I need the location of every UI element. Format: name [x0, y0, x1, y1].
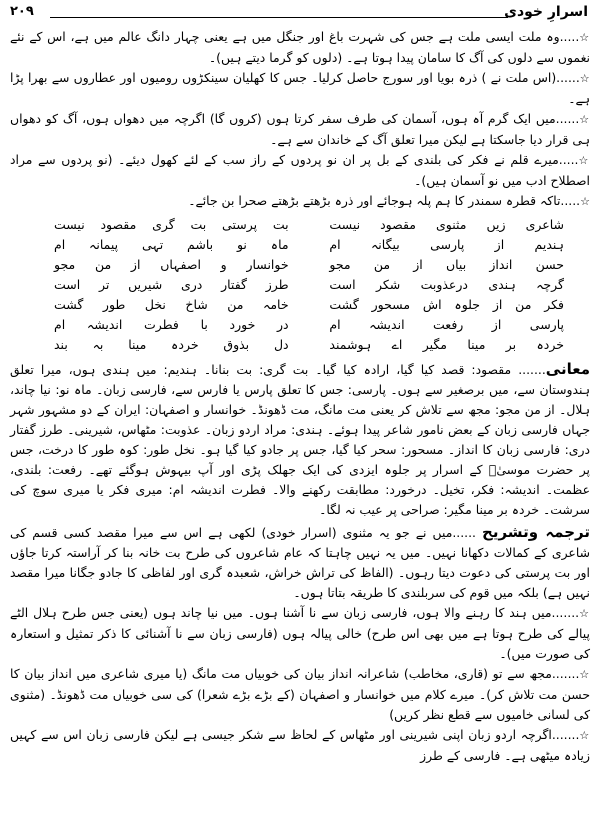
- first-hemistich: شاعری زیں مثنوی مقصود نیست: [329, 217, 564, 232]
- header-rule: [50, 17, 508, 18]
- paragraph: ☆.......اگرچہ اردو زبان اپنی شیرینی اور مٹھاس کے لحاظ سے شکر جیسی ہے لیکن فارسی زبان اس سے کہیں زیادہ میٹھی ہے۔ فارسی کے طرز: [10, 727, 590, 763]
- star-icon: ☆: [579, 31, 590, 44]
- persian-poem: [10, 215, 590, 355]
- couplet: [10, 335, 590, 355]
- star-icon: ☆: [579, 113, 590, 126]
- first-hemistich: خردہ بر مینا مگیر اے ہوشمند: [329, 337, 564, 352]
- second-hemistich: ماہ نو باشم تہی پیمانہ ام: [54, 237, 289, 252]
- paragraph: ☆.....تاکہ قطرہ سمندر کا ہم پلہ ہوجائے اور ذرہ بڑھتے بڑھتے صحرا بن جائے۔: [188, 193, 590, 208]
- glossary-heading: معانی: [545, 360, 590, 378]
- paragraph: ☆.......مجھ سے تو (قاری، مخاطب) شاعرانہ انداز بیان کی خوبیاں مت مانگ (یا میری شاعری میں انداز بیان کا حسن مت تلاش کر)۔ میرے کلام میں خوانسار و اصفہان (کے بڑے بڑے شعرا) کی سی خوبیاں مت ڈھونڈ۔ (مثنوی کی لسانی خامیوں سے قطع نظر کریں): [10, 666, 590, 722]
- star-icon: ☆: [578, 154, 590, 167]
- couplet: [10, 255, 590, 275]
- translation-paragraph: ......میں نے جو یہ مثنوی (اسرار خودی) لکھی ہے اس سے میرا مقصد کسی قسم کی شاعری کے کمالات دکھانا نہیں۔ میں یہ نہیں چاہتا کہ عام شاعروں کی طرح بت خانہ بنا کر آراستہ کرتا جاؤں اور بت پرستی کی دعوت دیتا رہوں۔ (الفاظ کی تراش خراش، شعبدہ گری اور لفاظی کا جادو جگانا میرا مقصد نہیں ہے) بلکہ میں قوم کی سربلندی کا طریقہ بتاتا ہوں۔: [10, 525, 590, 600]
- paragraph: ☆.....میرے قلم نے فکر کی بلندی کے بل پر ان نو پردوں کے راز سب کے لئے کھول دیئے۔ (نو پردوں سے مراد اصطلاح ادب میں نو آسمان ہیں)۔: [10, 152, 590, 188]
- second-hemistich: بت پرستی بت گری مقصود نیست: [54, 217, 289, 232]
- paragraph: ☆.......میں ہند کا رہنے والا ہوں، فارسی زبان سے نا آشنا ہوں۔ میں نیا چاند ہوں (یعنی جس طرح ہلال الٹے پیالے کی طرح ہوتا ہے میں بھی اس طرح) خالی پیالہ ہوں (فارسی زبان سے نا آشنائی کا ذکر تمثیل و استعارہ کی صورت میں)۔: [10, 605, 590, 661]
- page-header: [10, 4, 588, 24]
- paragraph: ☆......میں ایک گرم آہ ہوں، آسمان کی طرف سفر کرتا ہوں (کروں گا) اگرچہ میں دھواں ہوں، آگ کو دھواں ہی قرار دیا جاسکتا ہے لیکن میرا تعلق آگ کے خاندان سے ہے۔: [10, 111, 590, 147]
- second-hemistich: طرز گفتار دری شیریں تر است: [54, 277, 289, 292]
- translation-heading: ترجمہ وتشریح: [482, 523, 590, 541]
- first-hemistich: حسن انداز بیاں از من مجو: [329, 257, 564, 272]
- star-icon: ☆: [579, 729, 590, 742]
- glossary: معانی....... مقصود: قصد کیا گیا، ارادہ کیا گیا۔ بت گری: بت بنانا۔ ہندیم: میں ہندی ہوں، میرا تعلق ہندوستان سے، میں برصغیر سے ہوں۔ پارسی: جس کا تعلق پارس یا فارس سے، فارسی زبان۔ ماہ نو: نیا چاند، ہلال۔ از من مجو: مجھ سے تلاش کر یعنی مت مانگ، مت ڈھونڈ۔ خوانسار و اصفہان: ایران کے دو مشہور شہر جہاں فارسی زبان کے بعض نامور شاعر پیدا ہوئے۔ ہندی: مراد اردو زبان۔ عذوبت: مٹھاس، شیرینی۔ طرز گفتار دری: فارسی زبان کا انداز۔ مسحور: سحر کیا گیا، جس پر جادو کیا گیا ہو۔ نخل طور: کوہ طور کا درخت، جس پر حضرت موسیٰؑ کے اسرار پر جلوہ ایزدی کی ایک جھلک پڑی اور آپ بیہوش ہوگئے تھے۔ رفعت: بلندی، عظمت۔ اندیشہ: فکر، تخیل۔ درخورد: مطابقت رکھنے والا۔ فطرت اندیشہ ام: میری فکر یا میری سوچ کی سرشت۔ خردہ بر مینا مگیر: صراحی پر عیب نہ لگا۔: [10, 360, 590, 517]
- second-hemistich: در خورد با فطرت اندیشہ ام: [54, 317, 289, 332]
- star-icon: ☆: [579, 72, 590, 85]
- couplet: [10, 235, 590, 255]
- second-hemistich: خوانسار و اصفہاں از من مجو: [54, 257, 289, 272]
- page-body: [10, 27, 590, 766]
- first-hemistich: گرچہ ہندی درعذوبت شکر است: [329, 277, 564, 292]
- translation-section: [10, 522, 590, 603]
- second-hemistich: خامہ من شاخ نخل طور گشت: [54, 297, 289, 312]
- second-hemistich: دل بذوق خردہ مینا بہ بند: [54, 337, 289, 352]
- paragraph: ☆......(اس ملت نے ) ذرہ بویا اور سورج حاصل کرلیا۔ جس کا کھلیان سینکڑوں رومیوں اور عطاروں سے بھرا پڑا ہے۔: [10, 70, 590, 106]
- first-hemistich: پارسی از رفعت اندیشہ ام: [329, 317, 564, 332]
- running-title: اسرارِ خودی: [504, 4, 588, 20]
- couplet: [10, 275, 590, 295]
- page-number: ۲۰۹: [10, 4, 34, 19]
- first-hemistich: ہندیم از پارسی بیگانہ ام: [329, 237, 564, 252]
- paragraph: ☆.....وہ ملت ایسی ملت ہے جس کی شہرت باغ اور جنگل میں ہے یعنی چہار دانگ عالم میں ہے، اس کے نئے نغموں سے دلوں کی آگ کا سامان پیدا ہوتا ہے۔ (دلوں کو گرما دیتے ہیں)۔: [10, 29, 590, 65]
- star-icon: ☆: [579, 668, 590, 681]
- couplet: [10, 215, 590, 235]
- couplet: [10, 315, 590, 335]
- star-icon: ☆: [579, 607, 590, 620]
- first-hemistich: فکر من از جلوہ اش مسحور گشت: [329, 297, 564, 312]
- couplet: [10, 295, 590, 315]
- star-icon: ☆: [580, 195, 590, 208]
- glossary-text: مقصود: قصد کیا گیا، ارادہ کیا گیا۔ بت گری: بت بنانا۔ ہندیم: میں ہندی ہوں، میرا تعلق ہندوستان سے، میں برصغیر سے ہوں۔ پارسی: جس کا تعلق پارس یا فارس سے، فارسی زبان۔ ماہ نو: نیا چاند، ہلال۔ از من مجو: مجھ سے تلاش کر یعنی مت مانگ، مت ڈھونڈ۔ خوانسار و اصفہان: ایران کے دو مشہور شہر جہاں فارسی زبان کے بعض نامور شاعر پیدا ہوئے۔ ہندی: مراد اردو زبان۔ عذوبت: مٹھاس، شیرینی۔ طرز گفتار دری: فارسی زبان کا انداز۔ مسحور: سحر کیا گیا، جس پر جادو کیا گیا ہو۔ نخل طور: کوہ طور کا درخت، جس پر حضرت موسیٰؑ کے اسرار پر جلوہ ایزدی کی ایک جھلک پڑی اور آپ بیہوش ہوگئے تھے۔ رفعت: بلندی، عظمت۔ اندیشہ: فکر، تخیل۔ درخورد: مطابقت رکھنے والا۔ فطرت اندیشہ ام: میری فکر یا میری سوچ کی سرشت۔ خردہ بر مینا مگیر: صراحی پر عیب نہ لگا۔: [10, 362, 590, 517]
